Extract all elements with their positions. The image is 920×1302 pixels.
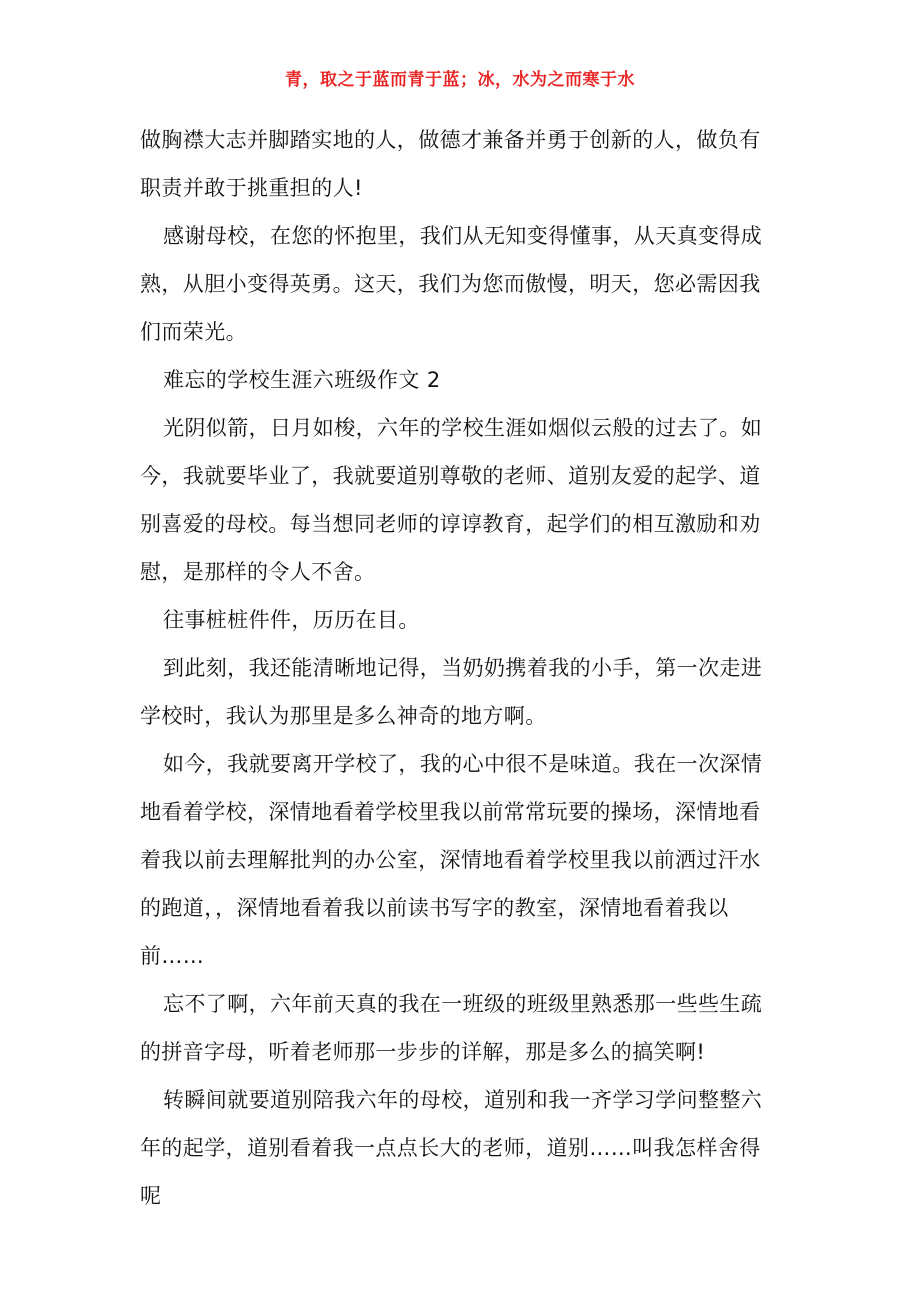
paragraph-continuation: 做胸襟大志并脚踏实地的人，做德才兼备并勇于创新的人，做负有职责并敢于挑重担的人! <box>140 128 761 200</box>
paragraph-p6: 转瞬间就要道别陪我六年的母校，道别和我一齐学习学问整整六年的起学，道别看着我一点点长大的老师，道别……叫我怎样舍得呢 <box>140 1088 763 1208</box>
paragraph-p2: 往事桩桩件件，历历在目。 <box>163 608 420 632</box>
paragraph-p5: 忘不了啊，六年前天真的我在一班级的班级里熟悉那一些些生疏的拼音字母，听着老师那一步步的详解，那是多么的搞笑啊! <box>140 992 763 1064</box>
paragraph-thanks: 感谢母校，在您的怀抱里，我们从无知变得懂事，从天真变得成熟，从胆小变得英勇。这天，我们为您而傲慢，明天，您必需因我们而荣光。 <box>140 224 763 344</box>
paragraph-p4: 如今，我就要离开学校了，我的心中很不是味道。我在一次深情地看着学校，深情地看着学校里我以前常常玩要的操场，深情地看着我以前去理解批判的办公室，深情地看着学校里我以前洒过汗水的跑道，，深情地看着我以前读书写字的教室，深情地看着我以前…… <box>140 752 763 968</box>
page-header-motto: 青，取之于蓝而青于蓝；冰，水为之而寒于水 <box>285 70 635 90</box>
document-body <box>140 116 774 1220</box>
paragraph-p3: 到此刻，我还能清晰地记得，当奶奶携着我的小手，第一次走进学校时，我认为那里是多么神奇的地方啊。 <box>140 656 763 728</box>
paragraph-p1: 光阴似箭，日月如梭，六年的学校生涯如烟似云般的过去了。如今，我就要毕业了，我就要道别尊敬的老师、道别友爱的起学、道别喜爱的母校。每当想同老师的谆谆教育，起学们的相互激励和劝慰，是那样的令人不舍。 <box>140 416 763 584</box>
paragraph-essay-title: 难忘的学校生涯六班级作文 2 <box>163 368 441 392</box>
